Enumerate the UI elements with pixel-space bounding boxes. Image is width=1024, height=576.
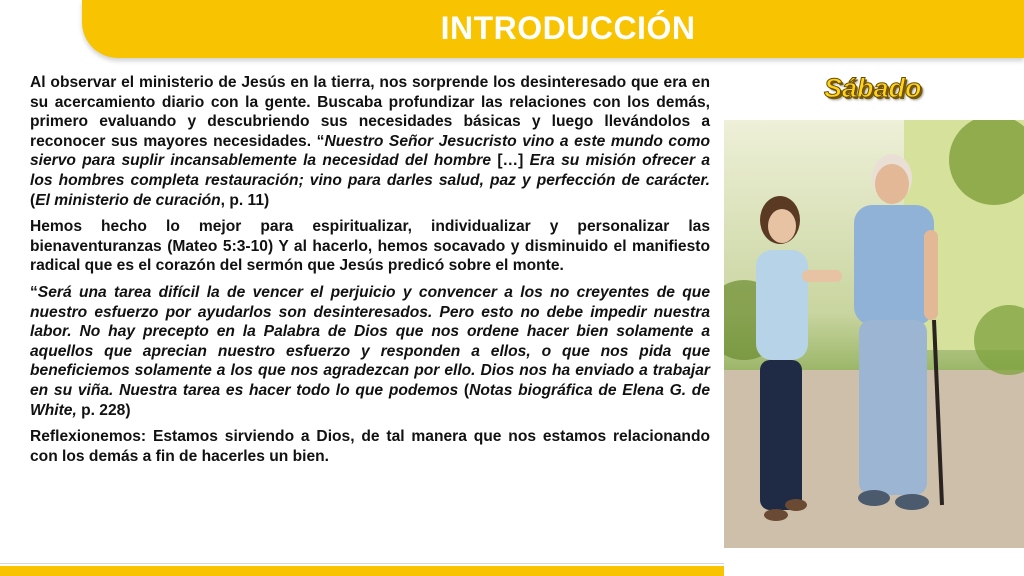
- paragraph-2: Hemos hecho lo mejor para espiritualizar, individualizar y personalizar las bienaventuranzas (Mateo 5:3-10) Y al hacerlo, hemos socavado y disminuido el manifiesto radical que es el corazón del sermón que Jesús predicó sobre el monte.: [30, 218, 710, 275]
- page-title: INTRODUCCIÓN: [440, 10, 696, 46]
- quote-run: Nuestro Señor Jesucristo vino a este mundo como siervo para suplir incansablemente la necesidad del hombre: [30, 132, 710, 170]
- text-run: […]: [491, 152, 530, 170]
- photo-helping-elderly: [724, 120, 1024, 548]
- text-run: Al observar el ministerio de Jesús en la tierra, nos sorprende los desinteresado que era en su acercamiento diario con la gente. Buscaba profundizar las relaciones con los demás, primero evaluando y descubriendo sus necesidades básicas y luego llevándolos a reconocer sus mayores necesidades. “: [30, 74, 710, 150]
- text-run: , p. 11): [220, 191, 270, 209]
- main-text: [30, 73, 710, 473]
- paragraph-3: [30, 283, 710, 420]
- title-bar: [82, 0, 1024, 58]
- text-run: (: [458, 381, 470, 399]
- photo-illustration: [724, 120, 1024, 548]
- paragraph-1: [30, 73, 710, 210]
- quote-run: Será una tarea difícil la de vencer el perjuicio y convencer a los no creyentes de que nuestro esfuerzo por ayudarlos son desinteresados. Pero esto no debe impedir nuestra labor. No hay precepto en la Palabra de Dios que nos ordene hacer bien solamente a aquellos que aprecian nuestro esfuerzo y responden a ellos, o que nos pida que beneficiemos solamente a los que nos agradezcan por ello. Dios nos ha enviado a trabajar en su viña. Nuestra tarea es hacer todo lo que podemos: [30, 283, 710, 399]
- bottom-accent-bar: [0, 566, 724, 576]
- book-title: El ministerio de curación: [35, 191, 221, 209]
- day-label: Sábado: [824, 73, 922, 103]
- book-title: Notas biográfica de Elena G. de White,: [30, 381, 711, 419]
- text-run: (: [30, 191, 36, 209]
- bottom-divider: [0, 563, 724, 564]
- text-run: “: [30, 283, 38, 301]
- quote-run: Era su misión ofrecer a los hombres completa restauración; vino para darles salud, paz y perfección de carácter.: [30, 152, 711, 189]
- paragraph-4: Reflexionemos: Estamos sirviendo a Dios, de tal manera que nos estamos relacionando con los demás a fin de hacerles un bien.: [30, 428, 710, 465]
- text-run: p. 228): [76, 401, 131, 419]
